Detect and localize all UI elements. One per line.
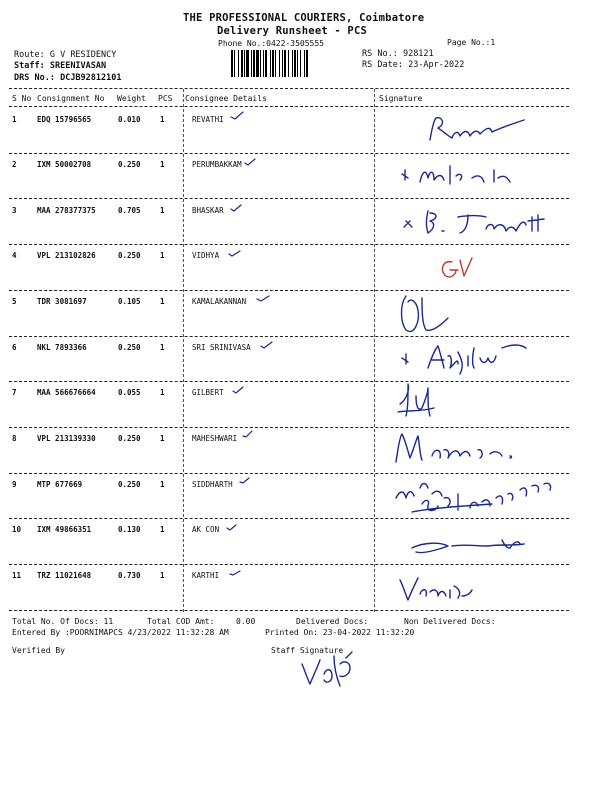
cod-total: [147, 617, 214, 626]
cell-weight: 0.250: [118, 480, 141, 489]
cell-consignment: VPL 213102826: [37, 251, 96, 260]
rs-number-label: RS No.:: [362, 49, 398, 59]
tick-icon: [229, 251, 240, 256]
total-docs-label: Total No. Of Docs:: [12, 617, 99, 626]
cell-consignee: SIDDHARTH: [192, 480, 233, 489]
cod-value: 0.00: [236, 617, 256, 626]
col-signature: Signature: [379, 94, 423, 103]
cell-weight: 0.730: [118, 571, 141, 580]
cell-consignment: VPL 213139330: [37, 434, 96, 443]
cell-pcs: 1: [160, 160, 165, 169]
tick-icon: [257, 296, 269, 301]
cell-sno: 11: [12, 571, 22, 580]
col-pcs: PCS: [158, 94, 173, 103]
tick-icon: [230, 571, 240, 575]
cell-consignee: AK CON: [192, 525, 220, 534]
cell-pcs: 1: [160, 206, 165, 215]
cell-consignment: IXM 50002708: [37, 160, 92, 169]
cell-consignee: BHASKAR: [192, 206, 224, 215]
cell-consignment: TRZ 11021648: [37, 571, 92, 580]
cell-consignment: NKL 7893366: [37, 343, 87, 352]
cell-consignee: VIDHYA: [192, 251, 220, 260]
company-name: THE PROFESSIONAL COURIERS, Coimbatore: [183, 12, 425, 24]
route-value: G V RESIDENCY: [49, 50, 117, 60]
delivered-docs-label: Delivered Docs:: [296, 617, 369, 626]
cell-weight: 0.105: [118, 297, 141, 306]
cell-sno: 4: [12, 251, 17, 260]
cell-consignment: EDQ 15796565: [37, 115, 92, 124]
tick-icon: [231, 112, 243, 119]
cell-consignment: MTP 677669: [37, 480, 83, 489]
cell-sno: 6: [12, 343, 17, 352]
runsheet-title: Delivery Runsheet - PCS: [217, 25, 367, 37]
cell-weight: 0.250: [118, 434, 141, 443]
cell-sno: 9: [12, 480, 17, 489]
tick-icon: [231, 205, 241, 211]
tick-icon: [240, 478, 249, 483]
tick-icon: [261, 342, 272, 348]
totals-line: [12, 617, 113, 626]
cell-weight: 0.250: [118, 343, 141, 352]
cell-sno: 2: [12, 160, 17, 169]
tick-icon: [245, 159, 255, 165]
cell-pcs: 1: [160, 434, 165, 443]
cod-label: Total COD Amt:: [147, 617, 215, 626]
cell-consignee: MAHESHWARI: [192, 434, 238, 443]
col-consignee: Consignee Details: [185, 94, 267, 103]
cell-pcs: 1: [160, 480, 165, 489]
cell-pcs: 1: [160, 297, 165, 306]
cell-weight: 0.055: [118, 388, 141, 397]
non-delivered-docs-label: Non Delivered Docs:: [404, 617, 496, 626]
staff-label: Staff:: [14, 61, 45, 71]
cell-sno: 1: [12, 115, 17, 124]
cell-consignee: SRI SRINIVASA: [192, 343, 251, 352]
cell-sno: 8: [12, 434, 17, 443]
cell-consignment: MAA 566676664: [37, 388, 96, 397]
printed-on: Printed On: 23-04-2022 11:32:20: [265, 628, 415, 637]
rs-date-label: RS Date:: [362, 60, 403, 70]
cell-consignment: TDR 3081697: [37, 297, 87, 306]
cell-consignee: PERUMBAKKAM: [192, 160, 242, 169]
cell-pcs: 1: [160, 251, 165, 260]
staff-signature-label: Staff Signature: [271, 646, 344, 655]
cell-weight: 0.010: [118, 115, 141, 124]
rs-date-value: 23-Apr-2022: [408, 60, 465, 70]
verified-by-label: Verified By: [12, 646, 65, 655]
col-consignment: Consignment No: [37, 94, 105, 103]
cell-pcs: 1: [160, 388, 165, 397]
phone-number: Phone No.:0422-3505555: [218, 39, 324, 48]
cell-pcs: 1: [160, 525, 165, 534]
tick-icon: [233, 387, 243, 393]
total-docs-value: 11: [103, 617, 114, 626]
drs-value: DCJB92812101: [60, 73, 122, 83]
cell-weight: 0.250: [118, 251, 141, 260]
drs-label: DRS No.:: [14, 73, 55, 83]
cell-sno: 3: [12, 206, 17, 215]
cell-pcs: 1: [160, 115, 165, 124]
cell-weight: 0.250: [118, 160, 141, 169]
cell-consignment: MAA 278377375: [37, 206, 96, 215]
cell-consignee: KAMALAKANNAN: [192, 297, 247, 306]
cell-consignee: KARTHI: [192, 571, 220, 580]
route-label: Route:: [14, 50, 45, 60]
col-weight: Weight: [117, 94, 146, 103]
tick-icon: [227, 525, 236, 530]
cell-weight: 0.705: [118, 206, 141, 215]
entered-by: Entered By :POORNIMAPCS 4/23/2022 11:32:28 AM: [12, 628, 229, 637]
page-number: Page No.:1: [447, 38, 496, 47]
cell-sno: 7: [12, 388, 17, 397]
cell-consignment: IXM 49866351: [37, 525, 92, 534]
cell-consignee: GILBERT: [192, 388, 224, 397]
rs-number-value: 928121: [402, 49, 434, 59]
cell-pcs: 1: [160, 571, 165, 580]
cell-sno: 10: [12, 525, 22, 534]
staff-value: SREENIVASAN: [49, 61, 107, 71]
tick-icon: [243, 431, 252, 437]
cell-weight: 0.130: [118, 525, 141, 534]
cell-consignee: REVATHI: [192, 115, 224, 124]
cell-sno: 5: [12, 297, 17, 306]
col-sno: S No: [12, 94, 32, 103]
cell-pcs: 1: [160, 343, 165, 352]
